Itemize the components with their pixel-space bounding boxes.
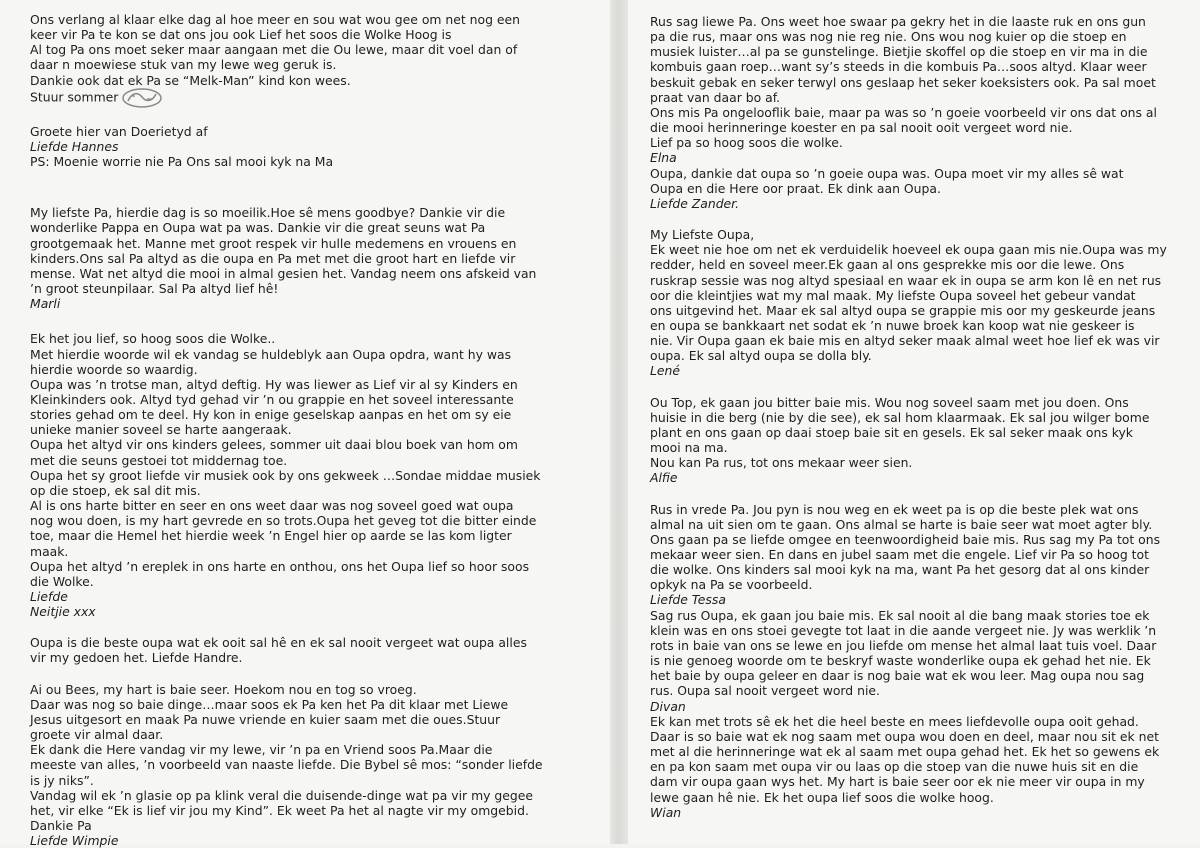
- text-line: Ons verlang al klaar elke dag al hoe meer en sou wat wou gee om net nog een: [30, 12, 521, 27]
- text-line: Sag rus Oupa, ek gaan jou baie mis. Ek sal nooit al die bang maak stories toe ek: [650, 607, 1150, 623]
- text-line: opkyk na Pa se voorbeeld.: [650, 577, 813, 593]
- text-line: hierdie woorde so waardig.: [30, 361, 198, 377]
- signature: Liefde Tessa: [650, 592, 726, 608]
- text-line: Lief pa so hoog soos die wolke.: [650, 135, 843, 151]
- text-line: mooi na ma.: [650, 440, 728, 456]
- text-line: redder, held en soveel meer.Ek gaan al ons gesprekke mis oor die lewe. Ons: [650, 257, 1125, 273]
- text-line: oor die kleintjies wat my mal maak. My liefste Oupa soveel het gebeur vandat: [650, 287, 1136, 303]
- text-line: groete vir almal daar.: [30, 727, 164, 743]
- text-line: Ons gaan pa se liefde omgee en teenwoordigheid baie mis. Rus sag my Pa tot ons: [650, 531, 1161, 547]
- signature: Liefde Wimpie: [30, 833, 119, 848]
- signature: Alfie: [650, 470, 678, 486]
- text-line: ’n groot steunpilaar. Sal Pa altyd lief hê!: [30, 281, 279, 297]
- zander-tribute: [650, 166, 1186, 211]
- text-line: vir my gedoen het. Liefde Handre.: [30, 650, 243, 666]
- tessa-tribute: [650, 502, 1186, 608]
- text-line: Rus sag liewe Pa. Ons weet hoe swaar pa gekry het in die laaste ruk en ons gun: [650, 14, 1146, 29]
- text-line: Oupa en die Here oor praat. Ek dink aan Oupa.: [650, 180, 941, 196]
- text-line: het baie by oupa geleer en daar is nog baie wat ek wou leer. Mag oupa nou sag: [650, 668, 1145, 684]
- text-line: My Liefste Oupa,: [650, 227, 755, 243]
- text-line: ruskrap sessie was nog altyd spesiaal en waar ek in oupa se arm kon lê en net rus: [650, 272, 1162, 288]
- text-line: Oupa, dankie dat oupa so ’n goeie oupa was. Oupa moet vir my alles sê wat: [650, 165, 1124, 181]
- divan-tribute: [650, 608, 1186, 714]
- signature: Liefde Zander.: [650, 195, 740, 211]
- text-line: Rus in vrede Pa. Jou pyn is nou weg en ek weet pa is op die beste plek wat ons: [650, 501, 1139, 517]
- text-line: wonderlike Pappa en Oupa wat pa was. Dankie vir die great seuns wat Pa: [30, 220, 486, 236]
- text-line: is nie genoeg woorde om te beskryf waste wonderlike oupa ek gehad het nie. Ek: [650, 653, 1151, 669]
- text-line: Oupa is die beste oupa wat ek ooit sal hê en ek sal nooit vergeet wat oupa alles: [30, 635, 527, 651]
- text-line: Ai ou Bees, my hart is baie seer. Hoekom nou en tog so vroeg.: [30, 681, 417, 697]
- text-line: Oupa het altyd ’n ereplek in ons harte en onthou, ons het Oupa lief so hoor soos: [30, 558, 530, 574]
- text-line: Dankie Pa: [30, 818, 92, 834]
- right-page-text: [650, 14, 1186, 820]
- text-line: die wolke. Ons kinders sal mooi kyk na ma, want Pa het gesorg dat al ons kinder: [650, 562, 1150, 578]
- marli-tribute: [30, 205, 592, 311]
- text-line: Ek weet nie hoe om net ek verduidelik hoeveel ek oupa gaan mis nie.Oupa was my: [650, 242, 1167, 258]
- text-line: rus. Oupa sal nooit vergeet word nie.: [650, 683, 880, 699]
- signature: Marli: [30, 296, 61, 312]
- lene-tribute: [650, 227, 1186, 379]
- text-line: Nou kan Pa rus, tot ons mekaar weer sien.: [650, 455, 913, 471]
- text-line: kinders.Ons sal Pa altyd as die oupa en Pa met met die groot hart en liefde vir: [30, 250, 516, 266]
- text-line: Groete hier van Doerietyd af: [30, 123, 208, 139]
- text-line: op die stoep, ek sal dit mis.: [30, 482, 201, 498]
- text-line: en pa kon saam met oupa vir ou laas op die stoep van die nuwe huis sit en die: [650, 759, 1139, 775]
- text-line: Al tog Pa ons moet seker maar aangaan met die Ou lewe, maar dit voel dan of: [30, 42, 518, 58]
- text-line: die Wolke.: [30, 573, 94, 589]
- text-line: toe, maar die Hemel het hierdie week ’n Engel hier op aarde se las kom ligter: [30, 528, 512, 544]
- liqui-logo: [122, 88, 162, 108]
- text-line: Ou Top, ek gaan jou bitter baie mis. Wou nog soveel saam met jou doen. Ons: [650, 394, 1129, 410]
- text-line: meeste van alles, ’n voorbeeld van naaste liefde. Die Bybel sê mos: “sonder liefde: [30, 757, 543, 773]
- text-line: maak.: [30, 543, 69, 559]
- text-line: is jy niks”.: [30, 772, 94, 788]
- text-line: Dankie ook dat ek Pa se “Melk-Man” kind kon wees.: [30, 72, 351, 88]
- signature: Divan: [650, 698, 686, 714]
- text-line: klein was en ons stoei gevegte tot laat in die aande vergeet nie. Jy was werklik ’n: [650, 622, 1157, 638]
- text-line: kombuis gaan roep…want sy’s steeds in die kombuis Pa…soos altyd. Klaar weer: [650, 59, 1147, 75]
- wimpie-tribute: [30, 682, 592, 848]
- signature: Neitjie xxx: [30, 604, 96, 620]
- text-line: met die seuns gestoei tot middernag toe.: [30, 452, 288, 468]
- text-line: My liefste Pa, hierdie dag is so moeilik.Hoe sê mens goodbye? Dankie vir die: [30, 205, 506, 221]
- text-line: Kleinkinders ook. Altyd tyd gehad vir ’n ou grappie en het soveel interessante: [30, 391, 514, 407]
- text-line: lewe gaan hê nie. Ek het oupa lief soos die wolke hoog.: [650, 789, 994, 805]
- signature: Lené: [650, 363, 681, 379]
- text-line: mense. Wat net altyd die mooi in almal gesien het. Vandag neem ons afskeid van: [30, 265, 537, 281]
- signature: Wian: [650, 804, 682, 820]
- hannes-tribute: [30, 12, 592, 169]
- text-line: beskuit gebak en seker terwyl ons geslaap het seker koeksisters ook. Pa sal moet: [650, 74, 1156, 90]
- neitjie-tribute: [30, 331, 592, 619]
- text-line: stories gehad om te deel. Hy kon in enige geselskap aanpas en het om sy eie: [30, 407, 512, 423]
- signature: Elna: [650, 150, 677, 166]
- text-line: Daar is so baie wat ek nog saam met oupa wou doen en deel, maar nou sit ek net: [650, 728, 1159, 744]
- text-line: Al is ons harte bitter en seer en ons weet daar was nog soveel goed wat oupa: [30, 498, 514, 514]
- text-line: Ek dank die Here vandag vir my lewe, vir ’n pa en Vriend soos Pa.Maar die: [30, 742, 493, 758]
- text-line: Oupa het altyd vir ons kinders gelees, sommer uit daai blou boek van hom om: [30, 437, 518, 453]
- text-line: Oupa was ’n trotse man, altyd deftig. Hy was liewer as Lief vir al sy Kinders en: [30, 376, 518, 392]
- text-line: oupa. Ek sal altyd oupa se dolla bly.: [650, 348, 872, 364]
- text-line: unieke manier soveel se harte aangeraak.: [30, 422, 292, 438]
- right-page: [628, 0, 1200, 844]
- text-line: ons uitgevind het. Maar ek sal altyd oupa se grappie mis oor my geskeurde jeans: [650, 302, 1156, 318]
- text-line: Oupa het sy groot liefde vir musiek ook by ons gekweek …Sondae middae musiek: [30, 467, 541, 483]
- text-line: Ek kan met trots sê ek het die heel beste en mees liefdevolle oupa ooit gehad.: [650, 713, 1139, 729]
- text-line: met al die herinneringe wat ek al saam met oupa gehad het. Ek het so gewens ek: [650, 744, 1160, 760]
- stuur-text: Stuur sommer: [30, 89, 119, 105]
- wian-tribute: [650, 714, 1186, 820]
- text-line: dam vir oupa gaan wys het. My hart is baie seer oor ek nie meer vir oupa in my: [650, 774, 1145, 790]
- text-line: rots in baie van ons se lewe en jou liefde om mense het almal laat tuis voel. Daar: [650, 637, 1157, 653]
- text-line: musiek luister…al pa se gunstelinge. Bietjie skoffel op die stoep en vir ma in die: [650, 44, 1148, 60]
- text-line: Met hierdie woorde wil ek vandag se huldeblyk aan Oupa opdra, want hy was: [30, 346, 512, 362]
- text-line: daar n moewiese stuk van my lewe weg geruk is.: [30, 57, 337, 73]
- text-line: pa die rus, maar ons was nog nie reg nie. Ons wou nog kuier op die stoep en: [650, 29, 1127, 45]
- left-page-text: [30, 12, 592, 848]
- text-line: Ek het jou lief, so hoog soos die Wolke..: [30, 331, 276, 347]
- text-line: Vandag wil ek ’n glasie op pa klink veral die duisende-dinge wat pa vir my gegee: [30, 787, 534, 803]
- alfie-tribute: [650, 395, 1186, 486]
- elna-tribute: [650, 14, 1186, 166]
- text-line: Ons mis Pa ongelooflik baie, maar pa was so ’n goeie voorbeeld vir ons dat ons al: [650, 104, 1157, 120]
- text-line: en oupa se bankkaart net sodat ek ’n nuwe broek kan koop wat nie geskeer is: [650, 317, 1135, 333]
- page-fold: [610, 0, 628, 844]
- text-line: huisie in die berg (nie by die see), ek sal hom klaarmaak. Ek sal jou wilger bome: [650, 409, 1150, 425]
- text-line: nog wou doen, is my hart gevrede en so trots.Oupa het geveg tot die bitter einde: [30, 513, 537, 529]
- text-line: keer vir Pa te kon se dat ons jou ook Lief het soos die Wolke Hoog is: [30, 27, 452, 43]
- text-line: PS: Moenie worrie nie Pa Ons sal mooi kyk na Ma: [30, 154, 334, 170]
- text-line: praat van daar bo af.: [650, 89, 781, 105]
- text-line: plant en ons gaan op daai stoep baie sit en gesels. Ek sal seker maak ons kyk: [650, 424, 1133, 440]
- text-line: grootgemaak het. Manne met groot respek vir hulle medemens en vrouens en: [30, 235, 517, 251]
- text-line: nie. Vir Oupa gaan ek baie mis en altyd seker maak almal weet hoe lief ek was vir: [650, 333, 1160, 349]
- signature: Liefde Hannes: [30, 138, 119, 154]
- text-line: die mooi herinneringe koester en pa sal nooit ooit vergeet word nie.: [650, 120, 1073, 136]
- signature: Liefde: [30, 589, 68, 604]
- text-line: Jesus uitgesort en maak Pa nuwe vriende en kuier saam met die oues.Stuur: [30, 711, 501, 727]
- text-line: Daar was nog so baie dinge…maar soos ek Pa ken het Pa dit klaar met Liewe: [30, 696, 509, 712]
- text-line: mekaar weer sien. En dans en jubel saam met die engele. Lief vir Pa so hoog tot: [650, 547, 1149, 562]
- handre-tribute: [30, 635, 592, 665]
- stuur-line: [30, 88, 592, 108]
- text-line: almal na uit sien om te gaan. Ons almal se harte is baie seer wat moet agter bly.: [650, 516, 1153, 532]
- text-line: het, vir elke “Ek is lief vir jou my Kind”. Ek weet Pa het al nagte vir my omgebid.: [30, 802, 529, 818]
